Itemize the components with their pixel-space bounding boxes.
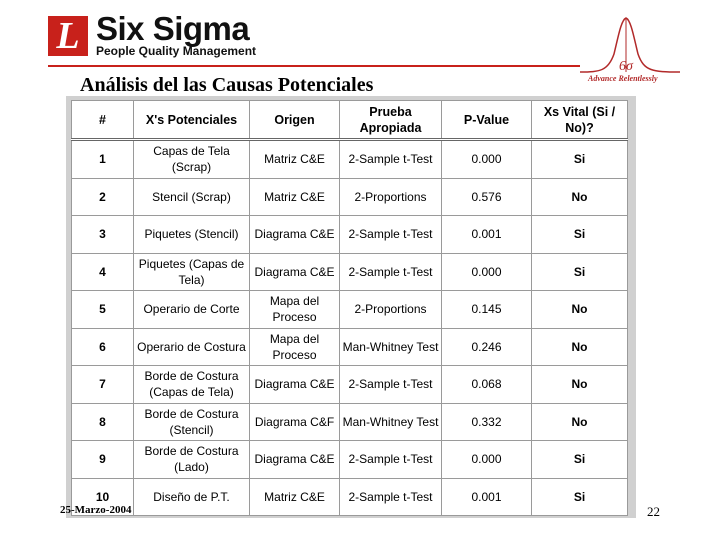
potential-x: Borde de Costura (Lado): [134, 441, 250, 479]
potential-x: Piquetes (Stencil): [134, 216, 250, 254]
origin: Diagrama C&E: [250, 441, 340, 479]
row-number: 1: [72, 140, 134, 179]
vital: No: [532, 178, 628, 216]
potential-x: Capas de Tela (Scrap): [134, 140, 250, 179]
test: 2-Sample t-Test: [340, 253, 442, 291]
table-row: [72, 478, 628, 516]
vital: Si: [532, 253, 628, 291]
origin: Diagrama C&E: [250, 366, 340, 404]
test: 2-Sample t-Test: [340, 441, 442, 479]
table-row: [72, 328, 628, 366]
header-p-value: P-Value: [442, 101, 532, 140]
potential-x: Borde de Costura (Stencil): [134, 403, 250, 441]
page-number: 22: [647, 504, 660, 519]
test: 2-Proportions: [340, 291, 442, 329]
vital: Si: [532, 216, 628, 254]
causes-table: [71, 100, 628, 516]
table-row: [72, 178, 628, 216]
test: 2-Sample t-Test: [340, 366, 442, 404]
potential-x: Piquetes (Capas de Tela): [134, 253, 250, 291]
row-number: 5: [72, 291, 134, 329]
p-value: 0.068: [442, 366, 532, 404]
row-number: 2: [72, 178, 134, 216]
header-potential-xs: X's Potenciales: [134, 101, 250, 140]
table-row: [72, 140, 628, 179]
origin: Diagrama C&F: [250, 403, 340, 441]
vital: No: [532, 291, 628, 329]
test: Man-Whitney Test: [340, 403, 442, 441]
test: 2-Sample t-Test: [340, 478, 442, 516]
vital: Si: [532, 140, 628, 179]
p-value: 0.576: [442, 178, 532, 216]
potential-x: Stencil (Scrap): [134, 178, 250, 216]
row-number: 3: [72, 216, 134, 254]
table-row: [72, 216, 628, 254]
p-value: 0.246: [442, 328, 532, 366]
test: 2-Sample t-Test: [340, 140, 442, 179]
origin: Mapa del Proceso: [250, 291, 340, 329]
origin: Matriz C&E: [250, 140, 340, 179]
origin: Diagrama C&E: [250, 253, 340, 291]
origin: Matriz C&E: [250, 178, 340, 216]
origin: Diagrama C&E: [250, 216, 340, 254]
vital: No: [532, 403, 628, 441]
p-value: 0.000: [442, 140, 532, 179]
table-row: [72, 441, 628, 479]
row-number: 7: [72, 366, 134, 404]
row-number: 8: [72, 403, 134, 441]
vital: No: [532, 328, 628, 366]
table-frame: [66, 96, 636, 518]
vital: No: [532, 366, 628, 404]
vital: Si: [532, 441, 628, 479]
potential-x: Diseño de P.T.: [134, 478, 250, 516]
header-rule: [48, 65, 580, 67]
table-row: [72, 403, 628, 441]
origin: Mapa del Proceso: [250, 328, 340, 366]
row-number: 10: [72, 478, 134, 516]
p-value: 0.000: [442, 253, 532, 291]
p-value: 0.001: [442, 216, 532, 254]
table-row: [72, 291, 628, 329]
table-row: [72, 366, 628, 404]
table-header-row: [72, 101, 628, 140]
p-value: 0.000: [442, 441, 532, 479]
potential-x: Borde de Costura (Capas de Tela): [134, 366, 250, 404]
p-value: 0.145: [442, 291, 532, 329]
page-title: Análisis del las Causas Potenciales: [80, 74, 374, 96]
p-value: 0.001: [442, 478, 532, 516]
origin: Matriz C&E: [250, 478, 340, 516]
footer-date: 25-Marzo-2004: [60, 504, 132, 516]
tagline: Advance Relentlessly: [588, 74, 658, 83]
logo-title: Six Sigma: [96, 10, 250, 47]
potential-x: Operario de Costura: [134, 328, 250, 366]
row-number: 4: [72, 253, 134, 291]
row-number: 9: [72, 441, 134, 479]
potential-x: Operario de Corte: [134, 291, 250, 329]
logo-letter: L: [56, 15, 80, 57]
logo-subtitle: People Quality Management: [96, 44, 257, 58]
vital: Si: [532, 478, 628, 516]
header-origin: Origen: [250, 101, 340, 140]
header-test: Prueba Apropiada: [340, 101, 442, 140]
test: 2-Sample t-Test: [340, 216, 442, 254]
row-number: 6: [72, 328, 134, 366]
p-value: 0.332: [442, 403, 532, 441]
sigma-label: 6σ: [619, 59, 633, 74]
test: Man-Whitney Test: [340, 328, 442, 366]
six-sigma-logo: [48, 10, 258, 64]
header-number: #: [72, 101, 134, 140]
table-row: [72, 253, 628, 291]
test: 2-Proportions: [340, 178, 442, 216]
header-vital: Xs Vital (Si / No)?: [532, 101, 628, 140]
